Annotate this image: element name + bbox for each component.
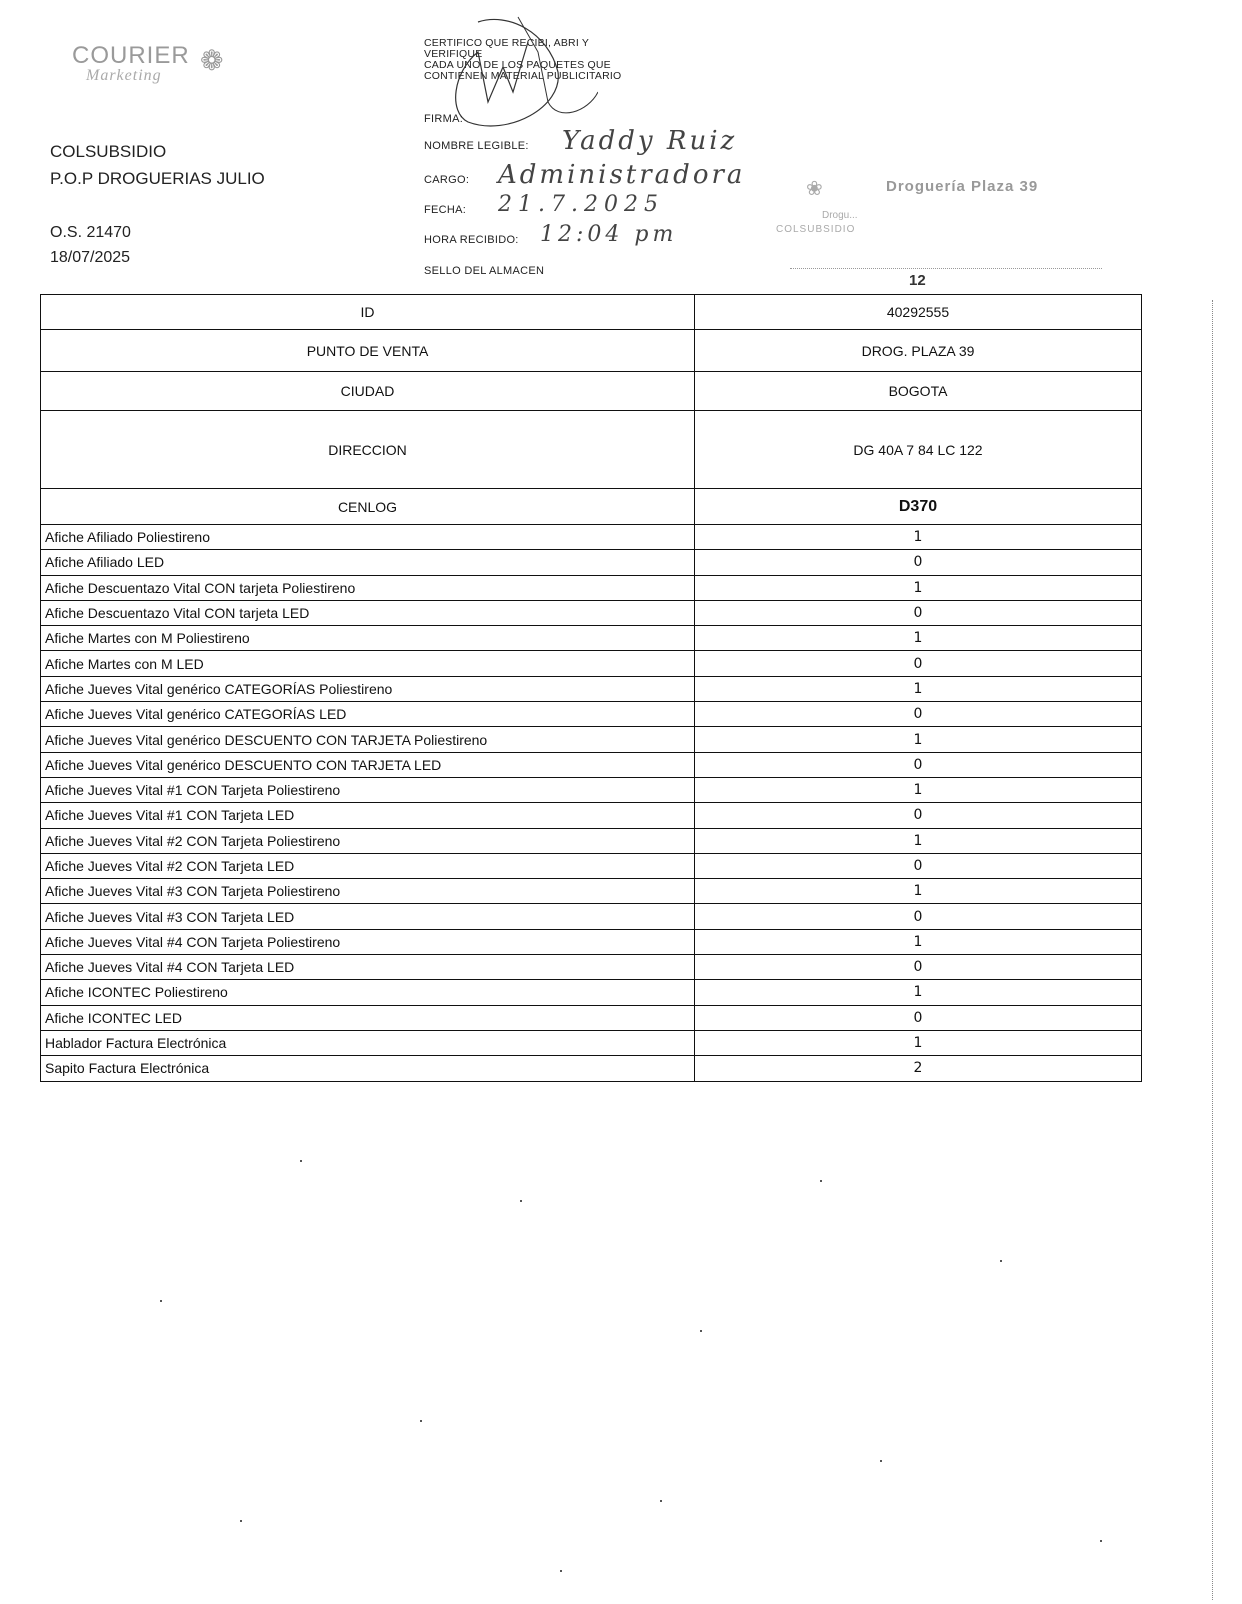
info-label: PUNTO DE VENTA: [41, 330, 695, 372]
service-order-number: O.S. 21470: [50, 224, 131, 241]
order-block: [50, 220, 131, 270]
scan-speck: [1000, 1260, 1002, 1262]
certificate-line: CADA UNO DE LOS PAQUETES QUE: [424, 59, 611, 71]
table-row: [41, 752, 1142, 777]
item-quantity: 0: [695, 752, 1142, 777]
running-courier-icon: ❁: [200, 45, 224, 76]
item-name: Afiche ICONTEC LED: [41, 1005, 695, 1030]
scan-speck: [820, 1180, 822, 1182]
table-row: [41, 727, 1142, 752]
item-quantity: 2: [695, 1056, 1142, 1081]
item-name: Afiche Jueves Vital genérico DESCUENTO CON TARJETA Poliestireno: [41, 727, 695, 752]
stamp-divider: [790, 268, 1102, 269]
table-row: [41, 575, 1142, 600]
item-quantity: 0: [695, 853, 1142, 878]
item-name: Afiche Martes con M LED: [41, 651, 695, 676]
table-row: [41, 651, 1142, 676]
table-row: [41, 550, 1142, 575]
courier-logo: [72, 44, 242, 104]
info-label: CENLOG: [41, 489, 695, 525]
table-row: [41, 803, 1142, 828]
scan-speck: [520, 1200, 522, 1202]
cargo-label: CARGO:: [424, 174, 470, 186]
info-value: DROG. PLAZA 39: [695, 330, 1142, 372]
item-quantity: 0: [695, 702, 1142, 727]
item-quantity: 1: [695, 1030, 1142, 1055]
scan-speck: [1100, 1540, 1102, 1542]
client-block: [50, 138, 265, 192]
table-row: [41, 904, 1142, 929]
item-quantity: 0: [695, 600, 1142, 625]
item-quantity: 1: [695, 980, 1142, 1005]
item-quantity: 1: [695, 929, 1142, 954]
item-name: Afiche Jueves Vital #1 CON Tarjeta Poliestireno: [41, 777, 695, 802]
info-row-id: [41, 295, 1142, 330]
info-value: D370: [695, 489, 1142, 525]
item-name: Sapito Factura Electrónica: [41, 1056, 695, 1081]
item-name: Afiche Afiliado Poliestireno: [41, 525, 695, 550]
item-quantity: 1: [695, 828, 1142, 853]
scan-speck: [300, 1160, 302, 1162]
sello-label: SELLO DEL ALMACEN: [424, 265, 545, 277]
item-quantity: 1: [695, 575, 1142, 600]
certificate-line: CONTIENEN MATERIAL PUBLICITARIO: [424, 70, 622, 82]
nombre-label: NOMBRE LEGIBLE:: [424, 140, 529, 152]
item-name: Afiche Martes con M Poliestireno: [41, 626, 695, 651]
fecha-label: FECHA:: [424, 204, 467, 216]
item-quantity: 1: [695, 676, 1142, 701]
certificate-line: CERTIFICO QUE RECIBI, ABRI Y: [424, 37, 590, 49]
stamp-logo-icon: ❀: [806, 178, 823, 200]
info-row-punto-de-venta: [41, 330, 1142, 372]
table-row: [41, 853, 1142, 878]
info-label: ID: [41, 295, 695, 330]
fecha-field: [424, 192, 664, 217]
cargo-value: Administradora: [498, 160, 746, 190]
item-name: Afiche Descuentazo Vital CON tarjeta LED: [41, 600, 695, 625]
table-row: [41, 955, 1142, 980]
scan-speck: [160, 1300, 162, 1302]
scan-speck: [660, 1500, 662, 1502]
item-name: Afiche Jueves Vital genérico CATEGORÍAS LED: [41, 702, 695, 727]
item-quantity: 1: [695, 525, 1142, 550]
stamp-sub-text: Drogu...: [822, 210, 858, 221]
package-count: 12: [909, 272, 926, 289]
logo-name: COURIER: [72, 42, 190, 69]
item-quantity: 0: [695, 651, 1142, 676]
item-quantity: 1: [695, 727, 1142, 752]
client-company: COLSUBSIDIO: [50, 142, 167, 161]
info-value: DG 40A 7 84 LC 122: [695, 411, 1142, 489]
item-quantity: 0: [695, 955, 1142, 980]
table-row: [41, 1005, 1142, 1030]
nombre-value: Yaddy Ruiz: [562, 126, 738, 156]
stamp-company: COLSUBSIDIO: [776, 224, 856, 235]
item-name: Afiche ICONTEC Poliestireno: [41, 980, 695, 1005]
table-row: [41, 676, 1142, 701]
table-row: [41, 828, 1142, 853]
table-row: [41, 1056, 1142, 1081]
logo-tagline: Marketing: [86, 67, 162, 84]
signature-scribble: [448, 12, 598, 142]
scan-speck: [700, 1330, 702, 1332]
firma-field: [424, 113, 463, 125]
table-row: [41, 525, 1142, 550]
info-row-cenlog: [41, 489, 1142, 525]
item-name: Afiche Jueves Vital #3 CON Tarjeta Poliestireno: [41, 879, 695, 904]
item-quantity: 0: [695, 904, 1142, 929]
info-value: BOGOTA: [695, 372, 1142, 411]
stamp-store-name: Droguería Plaza 39: [886, 178, 1039, 195]
delivery-table: [40, 294, 1142, 1082]
table-row: [41, 777, 1142, 802]
hora-value: 12:04 pm: [540, 222, 678, 247]
item-name: Afiche Descuentazo Vital CON tarjeta Poliestireno: [41, 575, 695, 600]
info-label: DIRECCION: [41, 411, 695, 489]
item-name: Hablador Factura Electrónica: [41, 1030, 695, 1055]
item-name: Afiche Jueves Vital #4 CON Tarjeta Poliestireno: [41, 929, 695, 954]
table-row: [41, 626, 1142, 651]
item-quantity: 1: [695, 777, 1142, 802]
hora-field: [424, 222, 678, 247]
table-row: [41, 980, 1142, 1005]
scan-speck: [560, 1570, 562, 1572]
item-name: Afiche Jueves Vital genérico CATEGORÍAS Poliestireno: [41, 676, 695, 701]
item-name: Afiche Jueves Vital #3 CON Tarjeta LED: [41, 904, 695, 929]
info-row-direccion: [41, 411, 1142, 489]
table-row: [41, 879, 1142, 904]
item-name: Afiche Jueves Vital #2 CON Tarjeta Poliestireno: [41, 828, 695, 853]
scan-speck: [880, 1460, 882, 1462]
scan-speck: [420, 1420, 422, 1422]
table-row: [41, 600, 1142, 625]
item-name: Afiche Jueves Vital genérico DESCUENTO CON TARJETA LED: [41, 752, 695, 777]
table-row: [41, 929, 1142, 954]
table-row: [41, 1030, 1142, 1055]
scan-edge: [1212, 300, 1213, 1600]
item-name: Afiche Jueves Vital #4 CON Tarjeta LED: [41, 955, 695, 980]
order-date: 18/07/2025: [50, 249, 131, 266]
item-quantity: 0: [695, 1005, 1142, 1030]
item-quantity: 0: [695, 550, 1142, 575]
item-name: Afiche Jueves Vital #1 CON Tarjeta LED: [41, 803, 695, 828]
item-quantity: 1: [695, 879, 1142, 904]
fecha-value: 21.7.2025: [498, 192, 664, 217]
hora-label: HORA RECIBIDO:: [424, 234, 519, 246]
firma-label: FIRMA:: [424, 113, 464, 125]
cargo-field: [424, 160, 746, 190]
nombre-field: [424, 126, 738, 156]
item-name: Afiche Jueves Vital #2 CON Tarjeta LED: [41, 853, 695, 878]
client-campaign: P.O.P DROGUERIAS JULIO: [50, 169, 265, 188]
certificate-line: VERIFIQUE: [424, 48, 483, 60]
info-row-ciudad: [41, 372, 1142, 411]
scan-speck: [240, 1520, 242, 1522]
item-quantity: 1: [695, 626, 1142, 651]
info-value: 40292555: [695, 295, 1142, 330]
item-name: Afiche Afiliado LED: [41, 550, 695, 575]
table-row: [41, 702, 1142, 727]
sello-field: [424, 265, 544, 277]
item-quantity: 0: [695, 803, 1142, 828]
info-label: CIUDAD: [41, 372, 695, 411]
